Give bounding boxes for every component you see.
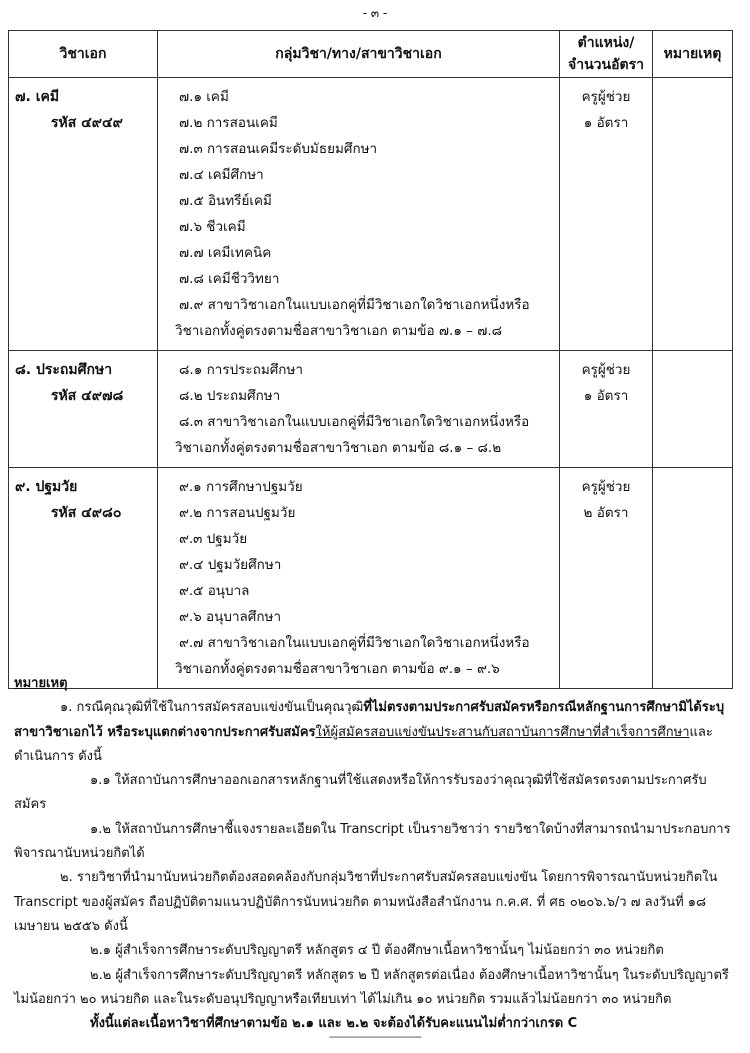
subject-item: ๙.๖ อนุบาลศึกษา — [179, 609, 282, 625]
major-code: รหัส ๔๙๗๘ — [51, 388, 124, 404]
subject-item: ๙.๒ การสอนปฐมวัย — [179, 505, 296, 521]
subject-item: ๗.๘ เคมีชีววิทยา — [179, 271, 280, 287]
header-major: วิชาเอก — [9, 31, 158, 78]
subject-item: ๙.๔ ปฐมวัยศึกษา — [179, 557, 282, 573]
position-cell — [560, 78, 653, 351]
major-cell — [9, 351, 158, 468]
remark-cell — [653, 78, 733, 351]
position-title: ครูผู้ช่วย — [581, 479, 631, 495]
end-line: ------------------------------- — [328, 1030, 422, 1043]
subject-item: ๘.๓ สาขาวิชาเอกในแบบเอกคู่ที่มีวิชาเอกใดวิชาเอกหนึ่งหรือ — [179, 414, 530, 430]
subject-item: ๗.๖ ชีวเคมี — [179, 219, 246, 235]
major-code: รหัส ๔๙๔๙ — [51, 115, 123, 131]
header-remark: หมายเหตุ — [653, 31, 733, 78]
subject-item: ๗.๗ เคมีเทคนิค — [179, 245, 272, 261]
position-cell — [560, 468, 653, 689]
subject-item: ๗.๓ การสอนเคมีระดับมัธยมศึกษา — [179, 141, 378, 157]
note-1-end: และดำเนินการ ดังนี้ — [14, 724, 713, 764]
table-row — [9, 351, 733, 468]
subject-item: ๙.๕ อนุบาล — [179, 583, 250, 599]
header-position-count — [560, 31, 653, 78]
major-cell — [9, 468, 158, 689]
table-row — [9, 78, 733, 351]
subject-item: ๘.๒ ประถมศึกษา — [179, 388, 281, 404]
table-row — [9, 468, 733, 689]
position-count: ๑ อัตรา — [583, 115, 629, 131]
major-name: ๘. ประถมศึกษา — [15, 362, 113, 378]
subject-item: ๙.๗ สาขาวิชาเอกในแบบเอกคู่ที่มีวิชาเอกใดวิชาเอกหนึ่งหรือ — [179, 635, 530, 651]
notes-section — [14, 672, 736, 1036]
header-position-line2: จำนวนอัตรา — [568, 57, 644, 73]
major-code: รหัส ๔๙๘๐ — [51, 505, 122, 521]
subject-item-continuation: วิชาเอกทั้งคู่ตรงตามชื่อสาขาวิชาเอก ตามข้อ ๗.๑ – ๗.๘ — [175, 323, 503, 339]
subject-group-cell — [158, 78, 560, 351]
subject-item: ๗.๒ การสอนเคมี — [179, 115, 278, 131]
subject-item: ๗.๙ สาขาวิชาเอกในแบบเอกคู่ที่มีวิชาเอกใดวิชาเอกหนึ่งหรือ — [179, 297, 530, 313]
note-1-1: ๑.๑ ให้สถาบันการศึกษาออกเอกสารหลักฐานที่ใช้แสดงหรือให้การรับรองว่าคุณวุฒิที่ใช้สมัครตรงตามประกาศรับสมัคร — [14, 773, 707, 813]
subject-item: ๗.๕ อินทรีย์เคมี — [179, 193, 272, 209]
note-1-intro: ๑. กรณีคุณวุฒิที่ใช้ในการสมัครสอบแข่งขันเป็นคุณวุฒิ — [60, 700, 364, 716]
note-1-bold: ที่ไม่ตรงตามประกาศรับสมัครหรือกรณีหลักฐานการศึกษามิได้ระบุสาขาวิชาเอกไว้ หรือระบุแตกต่างจากประกาศรับสมัคร — [14, 700, 725, 740]
subject-group-cell — [158, 351, 560, 468]
subject-item: ๗.๑ เคมี — [179, 89, 229, 105]
header-position-line1: ตำแหน่ง/ — [577, 35, 635, 51]
note-2-2: ๒.๒ ผู้สำเร็จการศึกษาระดับปริญญาตรี หลักสูตร ๒ ปี หลักสูตรต่อเนื่อง ต้องศึกษาเนื้อหาวิชานั้นๆ ในระดับปริญญาตรีไม่น้อยกว่า ๒๐ หน่วยกิต และในระดับอนุปริญญาหรือเทียบเท่า ได้ไม่เกิน ๑๐ หน่วยกิต รวมแล้วไม่น้อยกว่า ๓๐ หน่วยกิต — [14, 967, 729, 1007]
notes-heading: หมายเหตุ — [14, 676, 68, 691]
note-final: ทั้งนี้แต่ละเนื้อหาวิชาที่ศึกษาตามข้อ ๒.๑ และ ๒.๒ จะต้องได้รับคะแนนไม่ต่ำกว่าเกรด C — [90, 1016, 578, 1032]
major-name: ๗. เคมี — [15, 89, 60, 105]
page-number: - ๓ - — [362, 6, 388, 20]
position-title: ครูผู้ช่วย — [581, 362, 631, 378]
remark-cell — [653, 351, 733, 468]
position-title: ครูผู้ช่วย — [581, 89, 631, 105]
remark-cell — [653, 468, 733, 689]
table-header-row — [9, 31, 733, 78]
note-1-2: ๑.๒ ให้สถาบันการศึกษาชี้แจงรายละเอียดใน Transcript เป็นรายวิชาว่า รายวิชาใดบ้างที่สามารถนำมาประกอบการพิจารณานับหน่วยกิตได้ — [14, 821, 731, 862]
subject-item: ๙.๑ การศึกษาปฐมวัย — [179, 479, 303, 495]
subject-item: ๗.๔ เคมีศึกษา — [179, 167, 264, 183]
header-subject-group: กลุ่มวิชา/ทาง/สาขาวิชาเอก — [158, 31, 560, 78]
note-1 — [14, 696, 736, 769]
note-2-1: ๒.๑ ผู้สำเร็จการศึกษาระดับปริญญาตรี หลักสูตร ๔ ปี ต้องศึกษาเนื้อหาวิชานั้นๆ ไม่น้อยกว่า ๓๐ หน่วยกิต — [90, 943, 664, 959]
majors-table — [8, 30, 733, 689]
position-cell — [560, 351, 653, 468]
subject-item-continuation: วิชาเอกทั้งคู่ตรงตามชื่อสาขาวิชาเอก ตามข้อ ๘.๑ – ๘.๒ — [175, 440, 502, 456]
position-count: ๒ อัตรา — [583, 505, 629, 521]
position-count: ๑ อัตรา — [583, 388, 629, 404]
note-2: ๒. รายวิชาที่นำมานับหน่วยกิตต้องสอดคล้องกับกลุ่มวิชาที่ประกาศรับสมัครสอบแข่งขัน โดยการพิจารณานับหน่วยกิตใน Transcript ของผู้สมัคร ถือปฏิบัติตามแนวปฏิบัติการนับหน่วยกิต ตามหนังสือสำนักงาน ก.ค.ศ. ที่ ศธ ๐๒๐๖.๖/ว ๗ ลงวันที่ ๑๘ เมษายน ๒๕๕๖ ดังนี้ — [14, 870, 718, 934]
subject-group-cell — [158, 468, 560, 689]
major-name: ๙. ปฐมวัย — [15, 479, 78, 495]
note-1-underlined: ให้ผู้สมัครสอบแข่งขันประสานกับสถาบันการศึกษาที่สำเร็จการศึกษา — [315, 724, 690, 740]
subject-item: ๙.๓ ปฐมวัย — [179, 531, 248, 547]
subject-item: ๘.๑ การประถมศึกษา — [179, 362, 303, 378]
subject-item-continuation: วิชาเอกทั้งคู่ตรงตามชื่อสาขาวิชาเอก ตามข้อ ๙.๑ – ๙.๖ — [175, 661, 500, 677]
major-cell — [9, 78, 158, 351]
